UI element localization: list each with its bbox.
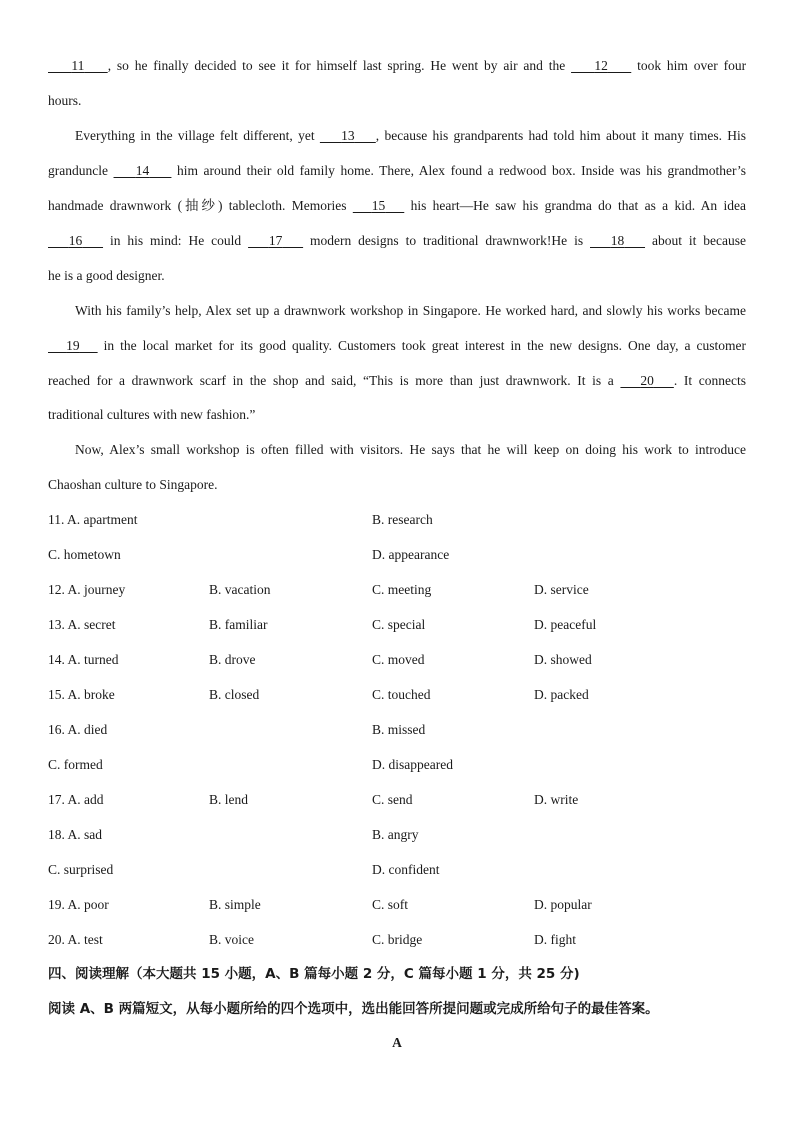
passage-line bbox=[48, 57, 746, 75]
passage-text: reached for a drawnwork scarf in the shop and said, “This is more than just drawnwork. It is a bbox=[48, 373, 621, 388]
blank-17: 17 bbox=[268, 233, 283, 248]
option-c: C. special bbox=[372, 617, 426, 632]
option-b: B. missed bbox=[372, 722, 426, 737]
option-d: D. service bbox=[534, 582, 589, 597]
passage-text: . It connects bbox=[673, 373, 746, 388]
option-c: C. send bbox=[372, 792, 413, 807]
option-a: 16. A. died bbox=[48, 722, 108, 737]
blank-13: 13 bbox=[341, 128, 355, 143]
option-d: D. disappeared bbox=[372, 757, 453, 772]
option-c: C. meeting bbox=[372, 582, 432, 597]
option-b: B. voice bbox=[209, 932, 254, 947]
option-b: B. vacation bbox=[209, 582, 271, 597]
option-b: B. angry bbox=[372, 827, 419, 842]
blank-18: 18 bbox=[610, 233, 625, 248]
passage-text: about it because bbox=[645, 233, 747, 248]
section-instruction: 阅读 A、B 两篇短文，从每小题所给的四个选项中，选出能回答所提问题或完成所给句子的最佳答案。 bbox=[48, 1001, 659, 1017]
part-label: A bbox=[392, 1035, 402, 1050]
passage-text: modern designs to traditional drawnwork!He is bbox=[303, 233, 590, 248]
option-a: 13. A. secret bbox=[48, 617, 116, 632]
blank-19: 19 bbox=[66, 338, 80, 353]
option-b: B. closed bbox=[209, 687, 260, 702]
passage-line bbox=[48, 372, 746, 390]
passage-line bbox=[48, 162, 746, 180]
option-c: C. hometown bbox=[48, 547, 121, 562]
blank-16: 16 bbox=[68, 233, 83, 248]
blank-12: 12 bbox=[594, 58, 608, 73]
option-c: C. formed bbox=[48, 757, 103, 772]
passage-text: , because his grandparents had told him about it many times. His bbox=[375, 128, 747, 143]
option-c: C. bridge bbox=[372, 932, 423, 947]
passage-line: hours. bbox=[48, 93, 82, 108]
option-d: D. fight bbox=[534, 932, 576, 947]
option-a: 17. A. add bbox=[48, 792, 104, 807]
passage-text: handmade drawnwork (抽纱) tablecloth. Memories bbox=[48, 198, 353, 213]
passage-line bbox=[48, 232, 746, 250]
passage-text: granduncle bbox=[48, 163, 114, 178]
blank-11: 11 bbox=[71, 58, 85, 73]
passage-line: traditional cultures with new fashion.” bbox=[48, 407, 256, 422]
passage-text: Everything in the village felt different, yet bbox=[75, 128, 320, 143]
option-b: B. research bbox=[372, 512, 433, 527]
option-a: 20. A. test bbox=[48, 932, 103, 947]
passage-line bbox=[48, 197, 746, 215]
passage-line: Now, Alex’s small workshop is often filled with visitors. He says that he will keep on doing his work to introduce bbox=[75, 442, 746, 457]
option-d: D. popular bbox=[534, 897, 592, 912]
blank-15: 15 bbox=[371, 198, 386, 213]
passage-line bbox=[75, 127, 746, 145]
passage-text: him around their old family home. There, Alex found a redwood box. Inside was his grandmother’s bbox=[171, 163, 747, 178]
passage-line bbox=[48, 337, 746, 355]
option-d: D. confident bbox=[372, 862, 440, 877]
blank-20: 20 bbox=[640, 373, 654, 388]
option-b: B. familiar bbox=[209, 617, 268, 632]
passage-text: his heart—He saw his grandma do that as a kid. An idea bbox=[404, 198, 746, 213]
option-d: D. appearance bbox=[372, 547, 450, 562]
option-a: 18. A. sad bbox=[48, 827, 102, 842]
option-a: 14. A. turned bbox=[48, 652, 119, 667]
option-b: B. drove bbox=[209, 652, 256, 667]
option-c: C. surprised bbox=[48, 862, 114, 877]
passage-line: Chaoshan culture to Singapore. bbox=[48, 477, 218, 492]
option-d: D. write bbox=[534, 792, 579, 807]
blank-14: 14 bbox=[135, 163, 150, 178]
option-d: D. packed bbox=[534, 687, 589, 702]
passage-line: With his family’s help, Alex set up a drawnwork workshop in Singapore. He worked hard, and slowly his works became bbox=[75, 303, 746, 318]
option-a: 19. A. poor bbox=[48, 897, 109, 912]
passage-text: in his mind: He could bbox=[103, 233, 249, 248]
passage-line: he is a good designer. bbox=[48, 268, 165, 283]
option-a: 12. A. journey bbox=[48, 582, 126, 597]
option-b: B. lend bbox=[209, 792, 248, 807]
option-b: B. simple bbox=[209, 897, 261, 912]
option-d: D. peaceful bbox=[534, 617, 597, 632]
option-c: C. moved bbox=[372, 652, 425, 667]
option-c: C. touched bbox=[372, 687, 431, 702]
passage-text: in the local market for its good quality. Customers took great interest in the new designs. One day, a customer bbox=[97, 338, 747, 353]
section-heading: 四、阅读理解（本大题共 15 小题，A、B 篇每小题 2 分，C 篇每小题 1 分，共 25 分) bbox=[48, 966, 580, 982]
option-a: 15. A. broke bbox=[48, 687, 115, 702]
passage-text: , so he finally decided to see it for himself last spring. He went by air and the bbox=[107, 58, 572, 73]
option-a: 11. A. apartment bbox=[48, 512, 138, 527]
passage-text: took him over four bbox=[631, 58, 747, 73]
option-d: D. showed bbox=[534, 652, 592, 667]
option-c: C. soft bbox=[372, 897, 409, 912]
